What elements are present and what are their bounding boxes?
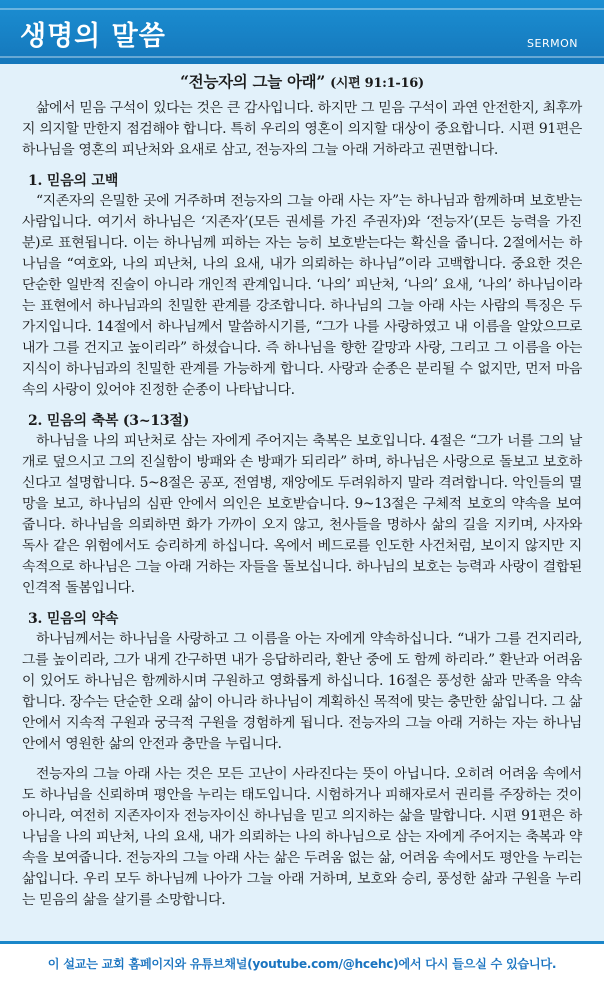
- section-heading: 3. 믿음의 약속: [28, 611, 119, 627]
- intro-paragraph: 삶에서 믿음 구석이 있다는 것은 큰 감사입니다. 하지만 그 믿음 구석이 과연 안전한지, 최후까지 의지할 만한지 점검해야 합니다. 특히 우리의 영혼이 의지할 대상이 중요합니다. 시편 91편은 하나님을 영혼의 피난처와 요새로 삼고, 전능자의 그늘 아래 거하라고 권면합니다.: [22, 100, 582, 158]
- sermon-title-text: “전능자의 그늘 아래”: [180, 72, 325, 91]
- section-body: 하나님을 나의 피난처로 삼는 자에게 주어지는 축복은 보호입니다. 4절은 “그가 너를 그의 날개로 덮으시고 그의 진실함이 방패와 손 방패가 되리라” 하며, 하나님은 사랑으로 돌보고 보호하신다고 설명합니다. 5~8절은 공포, 전염병, 재앙에도 두려워하지 말라 격려합니다. 악인들의 멸망을 보고, 하나님의 심판 안에서 의인은 보호받습니다. 9~13절은 구체적 보호의 약속을 보여줍니다. 하나님을 의뢰하면 화가 가까이 오지 않고, 천사들을 명하사 삶의 길을 지키며, 사자와 독사 같은 위험에서도 승리하게 하십니다. 옥에서 베드로를 인도한 사건처럼, 보이지 않지만 지속적으로 하나님은 그늘 아래 거하는 자들을 돌보십니다. 하나님의 보호는 능력과 사랑이 결합된 인격적 돌봄입니다.: [22, 433, 582, 596]
- sermon-title: [22, 70, 582, 92]
- section-body: “지존자의 은밀한 곳에 거주하며 전능자의 그늘 아래 사는 자”는 하나님과 함께하며 보호받는 사람입니다. 여기서 하나님은 ‘지존자’(모든 권세를 가진 주권자)와 ‘전능자’(모든 능력을 가진 분)로 표현됩니다. 이는 하나님께 피하는 자는 능히 보호받는다는 확신을 줍니다. 2절에서는 하나님을 “여호와, 나의 피난처, 나의 요새, 내가 의뢰하는 하나님”이라 고백합니다. 중요한 것은 단순한 일반적 진술이 아니라 개인적 관계입니다. ‘나의’ 피난처, ‘나의’ 요새, ‘나의’ 하나님이라는 표현에서 하나님과의 친밀한 관계를 강조합니다. 하나님의 그늘 아래 사는 사람의 특징은 두 가지입니다. 14절에서 하나님께서 말씀하시기를, “그가 나를 사랑하였고 내 이름을 알았으므로 내가 그를 건지고 높이리라” 하셨습니다. 즉 하나님을 향한 갈망과 사랑, 그리고 그 이름을 아는 지식이 하나님과의 친밀한 관계를 가능하게 합니다. 사랑과 순종은 분리될 수 없지만, 먼저 마음속의 사랑이 있어야 진정한 순종이 나타납니다.: [22, 193, 582, 398]
- footer-notice: [0, 941, 604, 983]
- section-heading: 2. 믿음의 축복 (3~13절): [28, 413, 190, 429]
- scripture-reference: (시편 91:1-16): [330, 76, 424, 91]
- header-banner: [0, 0, 604, 64]
- conclusion-paragraph: 전능자의 그늘 아래 사는 것은 모든 고난이 사라진다는 뜻이 아닙니다. 오히려 어려움 속에서도 하나님을 신뢰하며 평안을 누리는 태도입니다. 시험하거나 피해자로서 권리를 주장하는 것이 아니라, 여전히 지존자이자 전능자이신 하나님을 믿고 의지하는 삶을 말합니다. 시편 91편은 하나님을 나의 피난처, 나의 요새, 내가 의뢰하는 나의 하나님으로 삼는 자에게 주어지는 축복과 약속을 보여줍니다. 전능자의 그늘 아래 사는 삶은 두려움 없는 삶, 어려움 속에서도 평안을 누리는 삶입니다. 우리 모두 하나님께 나아가 그늘 아래 거하며, 보호와 승리, 풍성한 삶과 구원을 누리는 믿음의 삶을 살기를 소망합니다.: [22, 766, 582, 908]
- page-title: 생명의 말씀: [20, 21, 166, 52]
- header-stripe: [0, 56, 604, 58]
- section-body: 하나님께서는 하나님을 사랑하고 그 이름을 아는 자에게 약속하십니다. “내가 그를 건지리라, 그를 높이리라, 그가 내게 간구하면 내가 응답하리라, 환난 중에 도 함께 하리라.” 환난과 어려움이 있어도 하나님은 함께하시며 구원하고 영화롭게 하십니다. 16절은 풍성한 삶과 만족을 약속합니다. 장수는 단순한 오래 삶이 아니라 하나님이 계획하신 목적에 맞는 충만한 삶입니다. 그 삶 안에서 지속적 구원과 궁극적 구원을 경험하게 됩니다. 전능자의 그늘 아래 거하는 자는 하나님 안에서 영원한 삶의 안전과 충만을 누립니다.: [22, 631, 582, 752]
- header-stripe: [0, 8, 604, 10]
- section-heading: 1. 믿음의 고백: [28, 173, 119, 189]
- sermon-badge: SERMON: [527, 37, 578, 50]
- paragraph-gap: [22, 755, 582, 764]
- footer-notice-text: 이 설교는 교회 홈페이지와 유튜브채널(youtube.com/@hcehc)에서 다시 들으실 수 있습니다.: [47, 957, 557, 971]
- sermon-content: [0, 64, 604, 941]
